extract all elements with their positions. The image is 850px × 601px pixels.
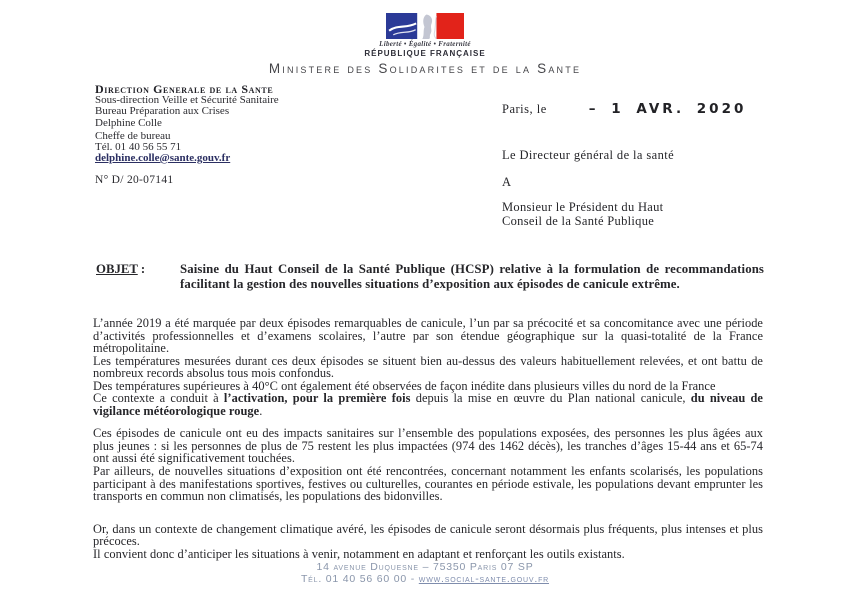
objet-block — [96, 262, 764, 292]
sender-contact-name: Delphine Colle — [95, 117, 162, 130]
sender-contact-title: Cheffe de bureau — [95, 129, 171, 142]
place-date-row — [502, 102, 746, 116]
ministry-name: Ministere des Solidarites et de la Sante — [268, 61, 582, 76]
logo-republic-label: RÉPUBLIQUE FRANÇAISE — [364, 49, 486, 58]
body-paragraph: Les températures mesurées durant ces deux épisodes se situent bien au-dessus des valeurs habituellement relevées, et ont battu de nombreux records absolus tous mois confondus. — [93, 353, 763, 381]
footer-phone-line: Tél. 01 40 56 60 00 - www.social-sante.gouv.fr — [300, 572, 550, 585]
sender-direction: Direction Generale de la Sante — [95, 82, 274, 96]
french-flag-marianne-icon — [386, 13, 464, 39]
body-paragraph: L’année 2019 a été marquée par deux épisodes remarquables de canicule, l’un par sa précocité et sa concomitance avec une période d’activités professionnelles et d’examens scolaires, l’autre par son étendue géographique sur la quasi-totalité de la France métropolitaine. — [93, 316, 763, 356]
recipient-from: Le Directeur général de la santé — [502, 148, 675, 162]
objet-text: Saisine du Haut Conseil de la Santé Publique (HCSP) relative à la formulation de recommandations facilitant la gestion des nouvelles situations d’exposition aux épisodes de canicule extrême. — [180, 262, 764, 291]
sender-phone: Tél. 01 40 56 55 71 — [95, 140, 182, 153]
logo-motto: Liberté • Égalité • Fraternité — [379, 40, 471, 48]
objet-label: OBJET : — [96, 262, 146, 276]
recipient-to-line1: Monsieur le Président du Haut — [502, 200, 664, 214]
footer-address: 14 avenue Duquesne – 75350 Paris 07 SP — [316, 561, 534, 573]
sender-email-link[interactable]: delphine.colle@sante.gouv.fr — [95, 151, 231, 164]
footer-website-link[interactable]: www.social-sante.gouv.fr — [418, 572, 550, 585]
recipient-to-marker: A — [502, 175, 512, 189]
republique-francaise-logo — [0, 13, 850, 58]
body-paragraph: Or, dans un contexte de changement climatique avéré, les épisodes de canicule seront désormais plus fréquents, plus intenses et plus précoces. — [93, 521, 763, 549]
recipient-to-line2: Conseil de la Santé Publique — [502, 214, 655, 228]
place-label: Paris, le — [502, 102, 547, 116]
sender-sous-direction: Sous-direction Veille et Sécurité Sanitaire — [95, 93, 279, 106]
letter-body — [93, 317, 763, 560]
footer-block — [0, 562, 850, 585]
body-paragraph: Ce contexte a conduit à l’activation, pour la première fois depuis la mise en œuvre du Plan national canicule, du niveau de vigilance météorologique rouge. — [93, 391, 763, 418]
body-paragraph: Des températures supérieures à 40°C ont également été observées de façon inédite dans plusieurs villes du nord de la France — [93, 378, 716, 393]
sender-block — [95, 84, 279, 186]
body-paragraph: Il convient donc d’anticiper les situations à venir, notamment en adaptant et renforçant les outils existants. — [93, 546, 625, 561]
sender-bureau: Bureau Préparation aux Crises — [95, 104, 230, 117]
reference-number: N° D/ 20-07141 — [95, 174, 174, 187]
recipient-block — [502, 102, 746, 228]
body-paragraph: Par ailleurs, de nouvelles situations d’exposition ont été rencontrées, concernant notamment les enfants scolarisés, les populations participant à des manifestations sportives, festives ou culturelles, courantes en période estivale, les populations devant emprunter les transports en commun non climatisés, les populations des bidonvilles. — [93, 464, 763, 504]
date-stamp: – 1 AVR. 2020 — [588, 101, 747, 117]
body-paragraph: Ces épisodes de canicule ont eu des impacts sanitaires sur l’ensemble des populations exposées, des personnes les plus âgées aux plus jeunes : si les personnes de plus de 75 restent les plus impactées (974 des 1462 décès), les tranches d’âges 15-44 ans et 65-74 ont aussi été significativement touchées. — [93, 426, 763, 466]
